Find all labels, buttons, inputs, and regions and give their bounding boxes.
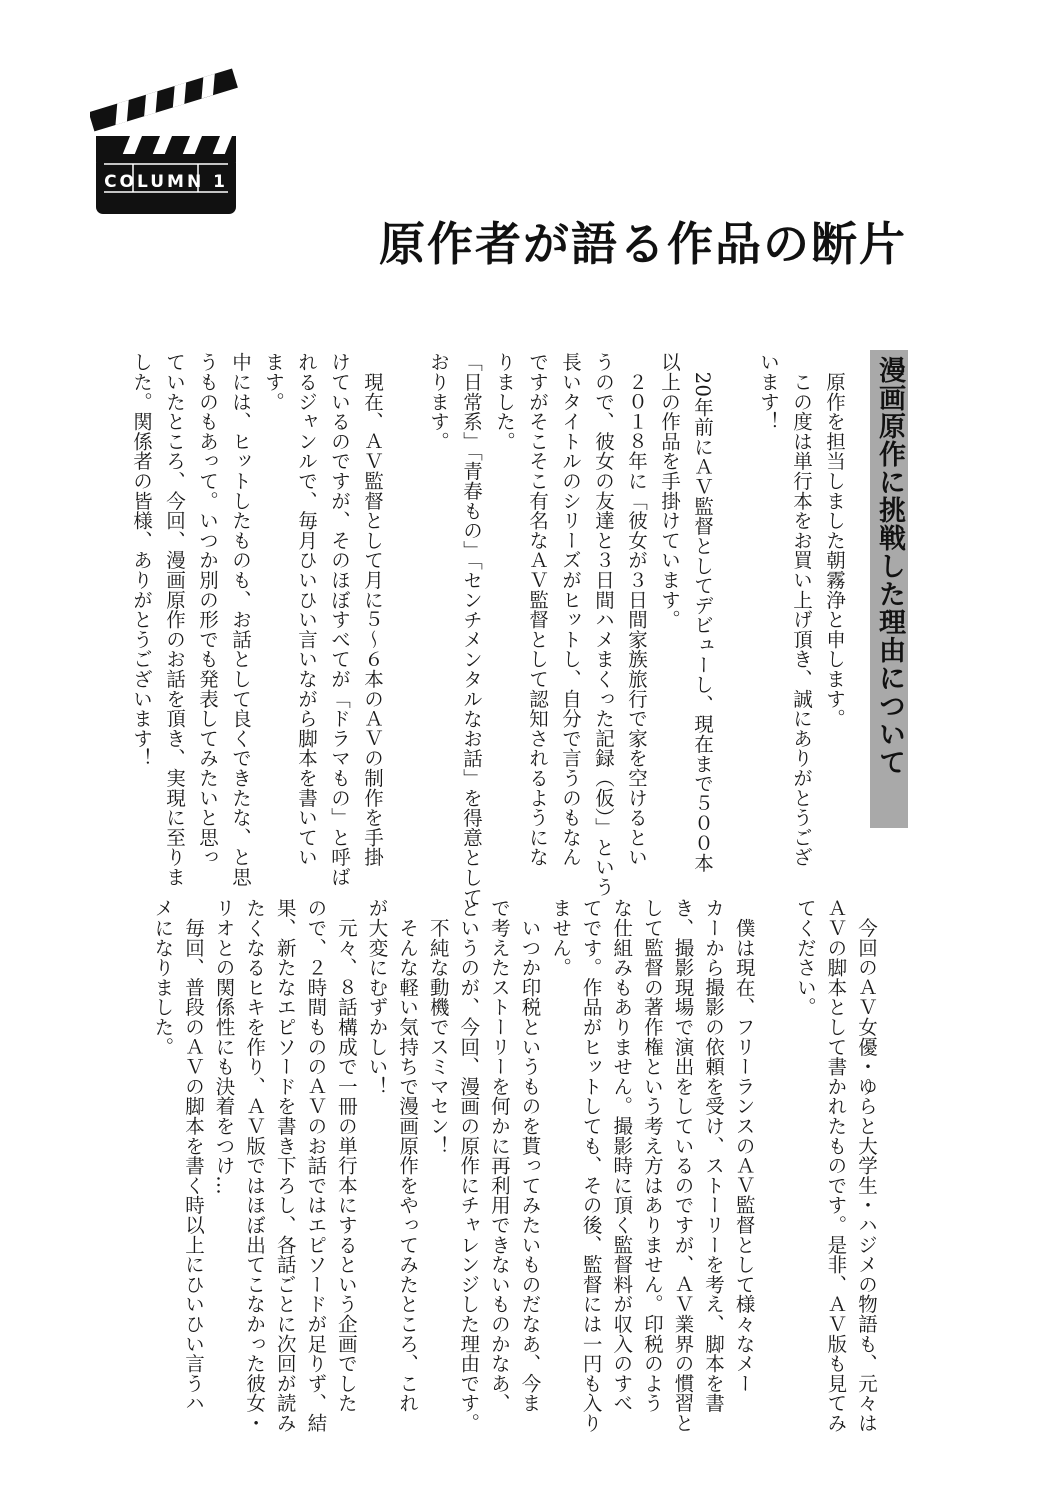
text-line xyxy=(759,898,790,1380)
body-text-bottom xyxy=(147,898,881,1433)
text-line: ＡＶの脚本として書かれたものです。是非、ＡＶ版も見てみ xyxy=(824,898,848,1433)
text-line: りました。 xyxy=(493,352,516,451)
page-title: 原作者が語る作品の断片 xyxy=(379,217,907,271)
text-line: ですがそこそこ有名なＡＶ監督として認知されるようにな xyxy=(526,352,549,867)
section-heading: 漫画原作に挑戦した理由について xyxy=(870,350,908,828)
text-line: 毎回、普段のＡＶの脚本を書く時以上にひいひい言うハ xyxy=(181,898,205,1413)
text-line: が大変にむずかしい！ xyxy=(365,898,389,1096)
text-line: 「日常系」「青春もの」「センチメンタルなお話」を得意として xyxy=(460,352,483,907)
text-line: した。関係者の皆様、ありがとうございます！ xyxy=(130,352,153,768)
text-line: な仕組みもありません。撮影時に頂く監督料が収入のすべ xyxy=(610,898,634,1413)
body-text-top xyxy=(125,352,851,907)
text-line: たくなるヒキを作り、ＡＶ版ではほぼ出てこなかった彼女・ xyxy=(243,898,267,1433)
text-line: で考えたストーリーを何かに再利用できないものかなあ、 xyxy=(487,898,511,1413)
text-line: おります。 xyxy=(427,352,450,451)
text-line: ので、２時間もののＡＶのお話ではエピソードが足りず、結 xyxy=(304,898,328,1433)
text-line xyxy=(719,352,752,834)
text-line: き、撮影現場で演出をしているのですが、ＡＶ業界の慣習と xyxy=(671,898,695,1433)
text-line: 不純な動機でスミマセン！ xyxy=(426,898,450,1156)
text-line: うものもあって。いつか別の形でも発表してみたいと思っ xyxy=(196,352,219,867)
text-line: 今回のＡＶ女優・ゆらと大学生・ハジメの物語も、元々は xyxy=(855,898,878,1433)
text-line: リオとの関係性にも決着をつけ… xyxy=(212,898,236,1195)
text-line: というのが、今回、漫画の原作にチャレンジした理由です。 xyxy=(457,898,481,1433)
text-line: うので、彼女の友達と３日間ハメまくった記録（仮）」という xyxy=(592,352,615,897)
text-line: けているのですが、そのほぼすべてが「ドラマもの」と呼ば xyxy=(328,352,351,887)
text-line: ２０１８年に「彼女が３日間家族旅行で家を空けるとい xyxy=(625,352,648,867)
text-line: 長いタイトルのシリーズがヒットし、自分で言うのもなん xyxy=(559,352,582,867)
text-line: てです。作品がヒットしても、その後、監督には一円も入り xyxy=(579,898,603,1433)
text-line: 以上の作品を手掛けています。 xyxy=(658,352,681,630)
column-badge-label: COLUMN 1 xyxy=(104,172,228,192)
text-line: 僕は現在、フリーランスのＡＶ監督として様々なメー xyxy=(732,898,756,1393)
text-line: 中には、ヒットしたものも、お話として良くできたな、と思 xyxy=(229,352,252,887)
text-line: ていたところ、今回、漫画原作のお話を頂き、実現に至りま xyxy=(163,352,186,887)
text-line: メになりました。 xyxy=(151,898,175,1057)
clapperboard-icon xyxy=(90,66,250,218)
text-line: ます。 xyxy=(262,352,285,412)
text-line: 現在、ＡＶ監督として月に５〜６本のＡＶの制作を手掛 xyxy=(361,352,384,867)
text-line: カーから撮影の依頼を受け、ストーリーを考え、脚本を書 xyxy=(702,898,726,1413)
text-line: います！ xyxy=(757,352,780,432)
text-line: 果、新たなエピソードを書き下ろし、各話ごとに次回が読み xyxy=(273,898,297,1433)
text-line: 原作を担当しました朝霧浄と申します。 xyxy=(823,352,846,729)
text-line: そんな軽い気持ちで漫画原作をやってみたところ、これ xyxy=(396,898,420,1413)
text-line: ません。 xyxy=(549,898,573,978)
text-line: れるジャンルで、毎月ひいひい言いながら脚本を書いてい xyxy=(295,352,318,867)
text-line: この度は単行本をお買い上げ頂き、誠にありがとうござ xyxy=(790,352,813,867)
text-line: いつか印税というものを貰ってみたいものだなあ、今ま xyxy=(518,898,542,1413)
text-line: 20年前にＡＶ監督としてデビューし、現在まで５００本 xyxy=(691,352,714,873)
text-line xyxy=(389,352,422,834)
text-line: てください。 xyxy=(793,898,817,1017)
text-line: 元々、８話構成で一冊の単行本にするという企画でした xyxy=(334,898,358,1413)
text-line: して監督の著作権という考え方はありません。印税のよう xyxy=(640,898,664,1413)
